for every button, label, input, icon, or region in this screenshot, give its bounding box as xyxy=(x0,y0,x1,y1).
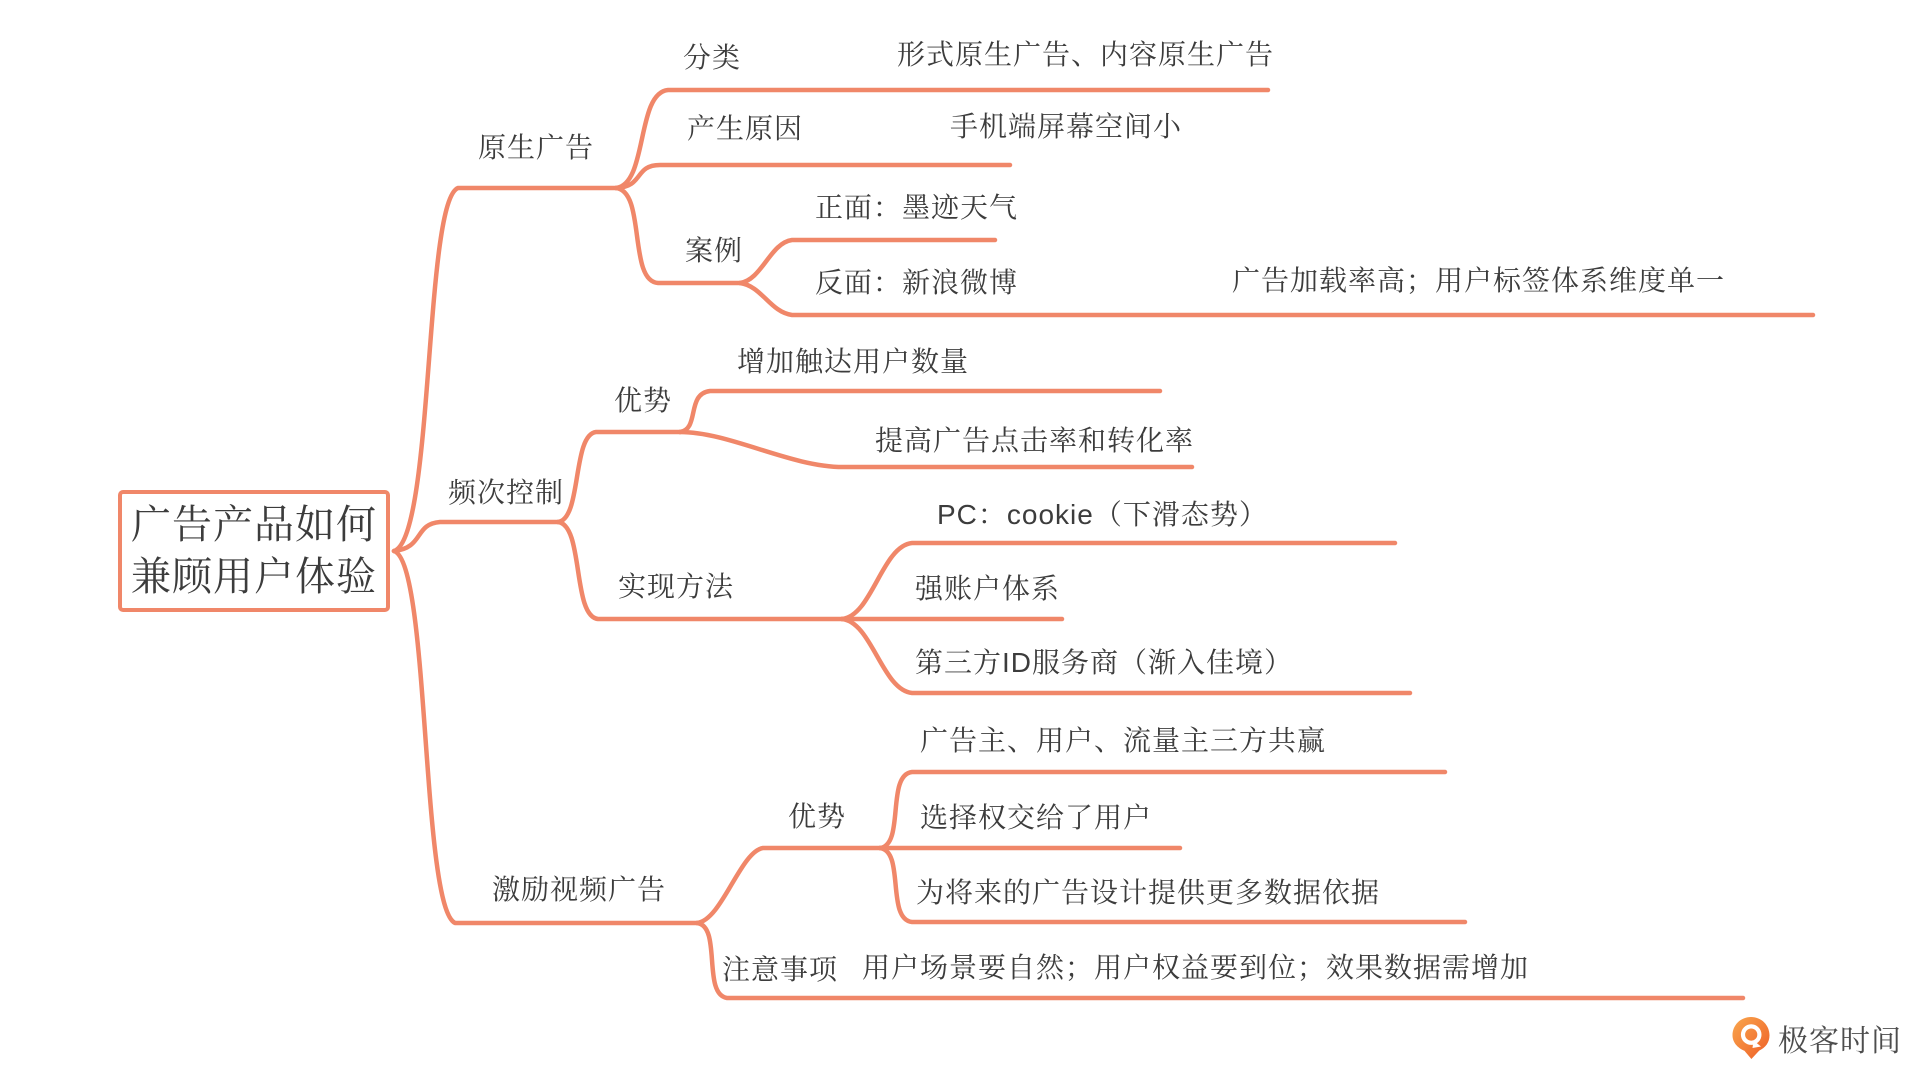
node-notes: 注意事项 xyxy=(722,954,839,985)
geektime-logo-icon xyxy=(1732,1016,1770,1060)
node-incentive-video: 激励视频广告 xyxy=(492,874,667,905)
node-incentive-advantages: 优势 xyxy=(788,801,847,832)
root-node-line1: 广告产品如何 xyxy=(131,503,377,547)
node-case-negative-detail: 广告加载率高；用户标签体系维度单一 xyxy=(1232,265,1726,296)
node-native-ads: 原生广告 xyxy=(478,132,595,163)
node-frequency-control: 频次控制 xyxy=(448,477,565,508)
node-case-positive: 正面：墨迹天气 xyxy=(815,192,1019,223)
root-node-line2: 兼顾用户体验 xyxy=(131,555,377,599)
node-incentive-adv-item2: 选择权交给了用户 xyxy=(920,802,1153,833)
node-cases: 案例 xyxy=(685,235,744,266)
node-freq-method-item3: 第三方ID服务商（渐入佳境） xyxy=(915,647,1294,678)
edge-native-cause xyxy=(616,165,1010,188)
node-freq-method-item1: PC：cookie（下滑态势） xyxy=(937,499,1268,530)
geektime-logo xyxy=(1732,1016,1902,1060)
node-freq-method-item2: 强账户体系 xyxy=(915,573,1061,604)
node-cause-value: 手机端屏幕空间小 xyxy=(950,111,1183,142)
node-classification: 分类 xyxy=(683,42,742,73)
edge-root-incentive-video xyxy=(394,551,697,923)
node-freq-methods: 实现方法 xyxy=(618,571,735,602)
edge-frequency-advantages xyxy=(558,432,680,522)
geektime-logo-text: 极客时间 xyxy=(1778,1025,1902,1058)
node-incentive-adv-item3: 为将来的广告设计提供更多数据依据 xyxy=(916,877,1381,908)
node-classification-value: 形式原生广告、内容原生广告 xyxy=(897,39,1275,70)
node-case-negative: 反面：新浪微博 xyxy=(815,267,1019,298)
node-freq-adv-item1: 增加触达用户数量 xyxy=(737,346,970,377)
node-notes-value: 用户场景要自然；用户权益要到位；效果数据需增加 xyxy=(862,952,1530,983)
node-incentive-adv-item1: 广告主、用户、流量主三方共赢 xyxy=(920,725,1327,756)
edge-root-frequency-control xyxy=(394,522,558,551)
node-cause: 产生原因 xyxy=(687,113,804,144)
root-node xyxy=(118,490,390,612)
node-freq-adv-item2: 提高广告点击率和转化率 xyxy=(875,425,1195,456)
node-freq-advantages: 优势 xyxy=(614,385,673,416)
edge-incentive-advantages xyxy=(697,848,880,923)
